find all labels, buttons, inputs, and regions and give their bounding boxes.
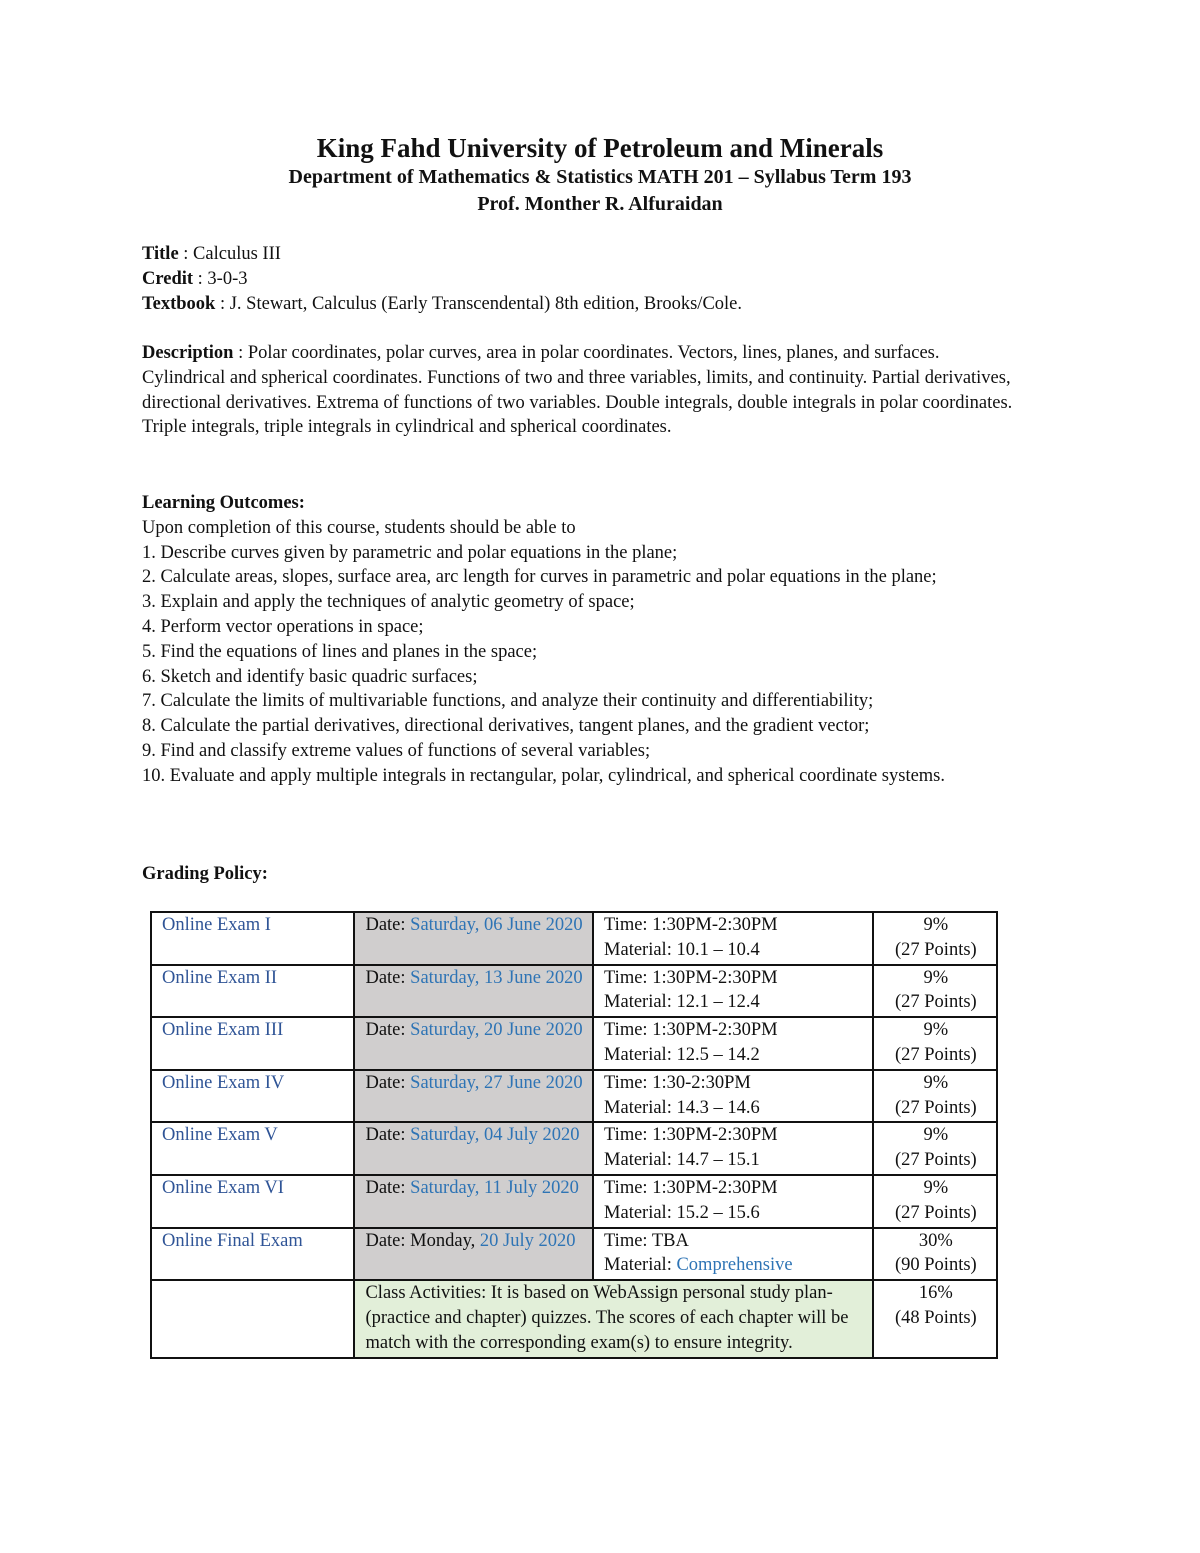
outcome-item: 6. Sketch and identify basic quadric surfaces; xyxy=(142,666,478,687)
material-prefix: Material: xyxy=(604,992,677,1013)
exam-time: 1:30PM-2:30PM xyxy=(652,1177,778,1198)
exam-date: Saturday, 04 July 2020 xyxy=(410,1125,580,1146)
exam-time-cell xyxy=(593,1070,873,1123)
credit-label: Credit xyxy=(142,268,194,289)
outcome-item: 10. Evaluate and apply multiple integrals in rectangular, polar, cylindrical, and spherical coordinate systems. xyxy=(142,765,946,786)
exam-weight-cell xyxy=(873,1122,997,1175)
date-prefix: Date: xyxy=(365,967,411,988)
exam-points: (27 Points) xyxy=(894,939,977,960)
exam-date-cell xyxy=(354,1070,593,1123)
exam-weight-cell xyxy=(873,1070,997,1123)
date-prefix: Date: xyxy=(365,1177,411,1198)
exam-points: (27 Points) xyxy=(894,1150,977,1171)
table-row xyxy=(151,912,997,965)
exam-time-cell xyxy=(593,912,873,965)
learning-outcomes-heading: Learning Outcomes: xyxy=(142,493,305,513)
university-title: King Fahd University of Petroleum and Minerals xyxy=(316,133,884,163)
exam-date: Saturday, 11 July 2020 xyxy=(410,1177,579,1198)
exam-name: Online Exam V xyxy=(151,1122,354,1175)
exam-time: 1:30PM-2:30PM xyxy=(652,1125,778,1146)
date-prefix: Date: xyxy=(365,1072,411,1093)
outcome-item: 1. Describe curves given by parametric and polar equations in the plane; xyxy=(142,542,678,563)
title-line xyxy=(142,242,1027,267)
outcome-item: 3. Explain and apply the techniques of analytic geometry of space; xyxy=(142,592,635,613)
textbook-line xyxy=(142,292,1027,317)
exam-points: (27 Points) xyxy=(894,1202,977,1223)
grading-table xyxy=(150,911,998,1359)
final-material-prefix: Material: xyxy=(604,1255,677,1276)
date-prefix: Date: xyxy=(365,915,411,935)
date-prefix: Date: xyxy=(365,1020,411,1041)
table-row-activities xyxy=(151,1280,997,1357)
credit-line xyxy=(142,267,1027,292)
table-row xyxy=(151,1070,997,1123)
exam-weight-cell xyxy=(873,912,997,965)
description-text: : Polar coordinates, polar curves, area in polar coordinates. Vectors, lines, planes, and surfaces. Cylindrical and spherical coordinates. Functions of two and three variables, limits, and continuity. Partial derivatives, directional derivatives. Extrema of functions of two variables. Double integrals, double integrals in polar coordinates. Triple integrals, triple integrals in cylindrical and spherical coordinates. xyxy=(142,343,1013,438)
exam-date-cell xyxy=(354,965,593,1018)
activities-percent: 16% xyxy=(918,1283,953,1304)
exam-date-cell xyxy=(354,1122,593,1175)
outcome-item: 4. Perform vector operations in space; xyxy=(142,616,424,637)
exam-points: (27 Points) xyxy=(894,992,977,1013)
material-prefix: Material: xyxy=(604,1044,677,1065)
date-prefix: Date: xyxy=(365,1125,411,1146)
outcome-item: 9. Find and classify extreme values of functions of several variables; xyxy=(142,740,651,761)
title-value: : Calculus III xyxy=(178,244,281,264)
material-prefix: Material: xyxy=(604,1097,677,1118)
material-prefix: Material: xyxy=(604,1202,677,1223)
final-time-cell xyxy=(593,1228,873,1281)
exam-date: Saturday, 20 June 2020 xyxy=(410,1020,583,1041)
credit-value: : 3-0-3 xyxy=(193,268,248,289)
exam-time: 1:30PM-2:30PM xyxy=(652,1020,778,1041)
exam-material: 15.2 – 15.6 xyxy=(676,1202,760,1223)
table-row xyxy=(151,1175,997,1228)
exam-weight-cell xyxy=(873,1175,997,1228)
exam-material: 14.7 – 15.1 xyxy=(676,1150,760,1171)
exam-material: 14.3 – 14.6 xyxy=(676,1097,760,1118)
activities-weight-cell xyxy=(873,1280,997,1357)
exam-date-cell xyxy=(354,1175,593,1228)
exam-name: Online Exam III xyxy=(151,1017,354,1070)
time-prefix: Time: xyxy=(604,967,653,988)
exam-percent: 9% xyxy=(923,1020,949,1041)
final-exam-name: Online Final Exam xyxy=(151,1228,354,1281)
material-prefix: Material: xyxy=(604,1150,677,1171)
exam-weight-cell xyxy=(873,965,997,1018)
final-date: 20 July 2020 xyxy=(479,1230,576,1251)
description-block xyxy=(142,341,1027,440)
exam-date-cell xyxy=(354,912,593,965)
time-prefix: Time: xyxy=(604,915,653,935)
professor-name: Prof. Monther R. Alfuraidan xyxy=(477,193,723,215)
exam-percent: 9% xyxy=(923,1177,949,1198)
exam-points: (27 Points) xyxy=(894,1044,977,1065)
exam-time-cell xyxy=(593,1175,873,1228)
exam-time: 1:30-2:30PM xyxy=(652,1072,751,1093)
exam-material: 12.1 – 12.4 xyxy=(676,992,760,1013)
final-date-prefix: Date: Monday, xyxy=(365,1230,480,1251)
department-subtitle: Department of Mathematics & Statistics MATH 201 – Syllabus Term 193 xyxy=(288,166,912,188)
learning-outcomes xyxy=(142,491,1027,789)
final-date-cell xyxy=(354,1228,593,1281)
empty-cell xyxy=(151,1280,354,1357)
exam-time-cell xyxy=(593,965,873,1018)
exam-percent: 9% xyxy=(923,915,949,935)
table-row xyxy=(151,965,997,1018)
exam-material: 10.1 – 10.4 xyxy=(676,939,760,960)
grading-policy-heading-block xyxy=(142,862,1027,887)
exam-name: Online Exam VI xyxy=(151,1175,354,1228)
exam-material: 12.5 – 14.2 xyxy=(676,1044,760,1065)
exam-name: Online Exam I xyxy=(151,912,354,965)
table-row xyxy=(151,1017,997,1070)
final-time: Time: TBA xyxy=(604,1230,689,1251)
exam-percent: 9% xyxy=(923,1072,949,1093)
table-row-final xyxy=(151,1228,997,1281)
grading-policy-heading: Grading Policy: xyxy=(142,864,268,884)
time-prefix: Time: xyxy=(604,1020,653,1041)
exam-name: Online Exam II xyxy=(151,965,354,1018)
exam-percent: 9% xyxy=(923,967,949,988)
exam-weight-cell xyxy=(873,1017,997,1070)
final-points: (90 Points) xyxy=(894,1255,977,1276)
class-activities-text: Class Activities: It is based on WebAssign personal study plan-(practice and chapter) quizzes. The scores of each chapter will be match with the corresponding exam(s) to ensure integrity. xyxy=(354,1280,872,1357)
time-prefix: Time: xyxy=(604,1177,653,1198)
exam-points: (27 Points) xyxy=(894,1097,977,1118)
learning-outcomes-intro: Upon completion of this course, students should be able to xyxy=(142,517,576,538)
activities-points: (48 Points) xyxy=(894,1307,977,1328)
course-info xyxy=(142,242,1027,316)
textbook-label: Textbook xyxy=(142,293,216,314)
outcome-item: 8. Calculate the partial derivatives, directional derivatives, tangent planes, and the gradient vector; xyxy=(142,716,870,737)
description-label: Description xyxy=(142,343,234,363)
exam-name: Online Exam IV xyxy=(151,1070,354,1123)
outcome-item: 7. Calculate the limits of multivariable functions, and analyze their continuity and differentiability; xyxy=(142,691,874,712)
exam-time: 1:30PM-2:30PM xyxy=(652,967,778,988)
time-prefix: Time: xyxy=(604,1125,653,1146)
table-row xyxy=(151,1122,997,1175)
material-prefix: Material: xyxy=(604,939,677,960)
textbook-value: : J. Stewart, Calculus (Early Transcendental) 8th edition, Brooks/Cole. xyxy=(215,293,743,314)
exam-time: 1:30PM-2:30PM xyxy=(652,915,778,935)
time-prefix: Time: xyxy=(604,1072,653,1093)
final-percent: 30% xyxy=(918,1230,953,1251)
title-label: Title xyxy=(142,244,179,264)
outcome-item: 2. Calculate areas, slopes, surface area, arc length for curves in parametric and polar equations in the plane; xyxy=(142,567,937,588)
exam-date: Saturday, 13 June 2020 xyxy=(410,967,583,988)
exam-percent: 9% xyxy=(923,1125,949,1146)
exam-date: Saturday, 27 June 2020 xyxy=(410,1072,583,1093)
exam-date-cell xyxy=(354,1017,593,1070)
outcome-item: 5. Find the equations of lines and planes in the space; xyxy=(142,641,538,662)
final-material: Comprehensive xyxy=(676,1255,793,1276)
exam-date: Saturday, 06 June 2020 xyxy=(410,915,583,935)
final-weight-cell xyxy=(873,1228,997,1281)
exam-time-cell xyxy=(593,1122,873,1175)
exam-time-cell xyxy=(593,1017,873,1070)
